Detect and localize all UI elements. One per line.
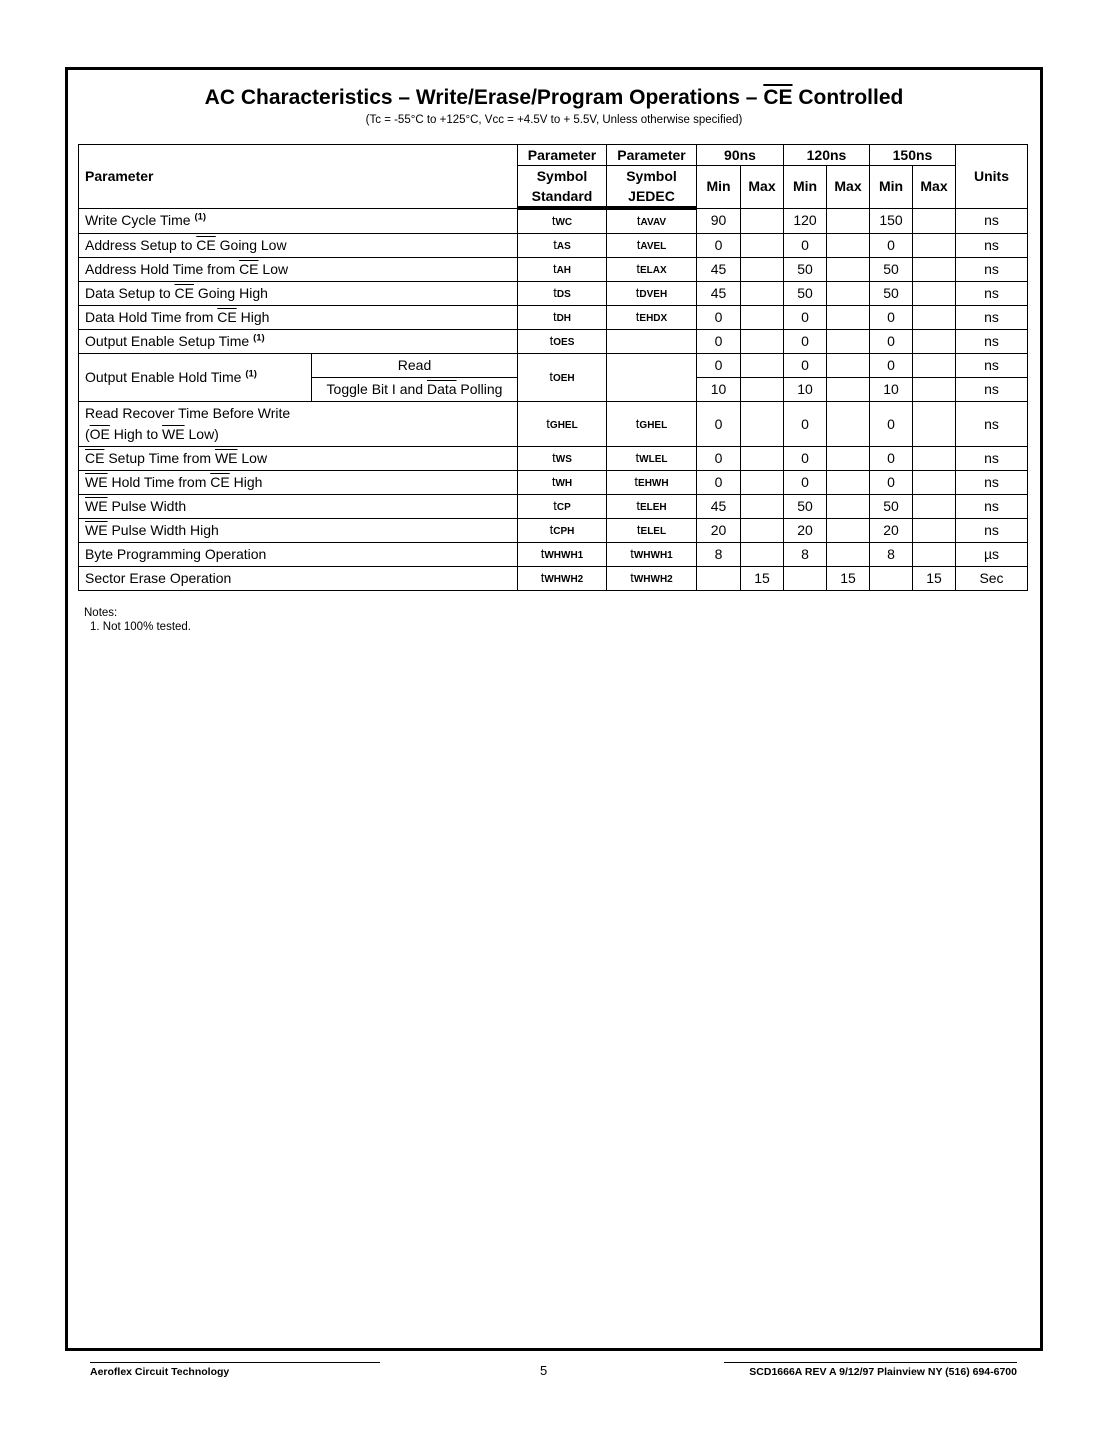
- param-text: Read Recover Time Before Write: [85, 405, 291, 421]
- value-90-max: [741, 402, 784, 447]
- value-150-max: [913, 234, 956, 258]
- value-150-min: 50: [870, 258, 913, 282]
- table-row: [79, 282, 1028, 306]
- signal-overline: $\overline{WE}$: [162, 426, 185, 442]
- value-90-min: 45: [697, 258, 741, 282]
- param-cell: [79, 471, 518, 495]
- units-cell: ns: [956, 282, 1028, 306]
- value-150-min: 0: [870, 330, 913, 354]
- signal-overline: $\overline{WE}$: [85, 498, 108, 514]
- value-120-max: [827, 234, 870, 258]
- value-150-max: [913, 258, 956, 282]
- value-120-min: 8: [784, 543, 827, 567]
- std-symbol: [518, 567, 607, 591]
- value-150-max: [913, 208, 956, 234]
- value-120-max: [827, 282, 870, 306]
- symbol-t: t: [549, 369, 553, 384]
- header-std-1: Parameter: [518, 145, 607, 166]
- symbol-t: t: [551, 474, 556, 489]
- value-120-max: [827, 354, 870, 378]
- symbol-sub: WHWH1: [544, 550, 584, 561]
- param-cell: [79, 543, 518, 567]
- header-jedec-3: JEDEC: [607, 186, 697, 208]
- value-120-max: [827, 330, 870, 354]
- symbol-sub: WC: [555, 217, 573, 228]
- value-120-min: 50: [784, 258, 827, 282]
- signal-overline: $\overline{CE}$: [210, 474, 230, 490]
- param-text: Data Setup to: [85, 285, 175, 301]
- header-150ns: 150ns: [870, 145, 956, 166]
- value-120-min: 0: [784, 234, 827, 258]
- value-90-min: 20: [697, 519, 741, 543]
- value-150-min: 20: [870, 519, 913, 543]
- jedec-symbol: [607, 330, 697, 354]
- signal-overline: Data: [426, 381, 457, 397]
- symbol-sub: ELEL: [640, 526, 667, 537]
- value-90-max: 15: [741, 567, 784, 591]
- std-symbol: [518, 354, 607, 402]
- value-90-min: 8: [697, 543, 741, 567]
- std-symbol: [518, 258, 607, 282]
- std-symbol: [518, 447, 607, 471]
- symbol-t: t: [546, 415, 550, 431]
- header-parameter: Parameter: [79, 145, 518, 209]
- units-cell: ns: [956, 258, 1028, 282]
- header-90ns: 90ns: [697, 145, 784, 166]
- value-120-max: [827, 447, 870, 471]
- value-120-min: 50: [784, 495, 827, 519]
- param-cell: [79, 495, 518, 519]
- units-cell: ns: [956, 378, 1028, 402]
- value-150-min: 50: [870, 282, 913, 306]
- signal-overline: $\overline{WE}$: [85, 522, 108, 538]
- signal-overline: $\overline{CE}$: [85, 450, 105, 466]
- header-jedec-2: Symbol: [607, 166, 697, 187]
- jedec-symbol: [607, 567, 697, 591]
- signal-overline: $\overline{CE}$: [217, 309, 237, 325]
- symbol-t: t: [540, 546, 545, 561]
- param-text: Byte Programming Operation: [85, 546, 267, 562]
- param-text: Pulse Width: [107, 498, 187, 514]
- param-text: (: [85, 426, 90, 442]
- value-150-max: 15: [913, 567, 956, 591]
- table-row: [79, 519, 1028, 543]
- symbol-sub: CPH: [553, 526, 575, 537]
- header-jedec-1: Parameter: [607, 145, 697, 166]
- value-150-max: [913, 306, 956, 330]
- value-150-max: [913, 447, 956, 471]
- value-150-max: [913, 495, 956, 519]
- param-cell: [79, 567, 518, 591]
- symbol-sub: CP: [556, 502, 571, 513]
- symbol-sub: EHDX: [639, 313, 668, 324]
- value-120-min: 120: [784, 208, 827, 234]
- header-units: Units: [956, 145, 1028, 209]
- units-cell: µs: [956, 543, 1028, 567]
- param-cell: [79, 208, 518, 234]
- signal-overline: $\overline{WE}$: [214, 450, 238, 466]
- symbol-t: t: [549, 333, 554, 348]
- footnote-ref: (1): [253, 332, 265, 344]
- std-symbol: [518, 234, 607, 258]
- param-text: Low: [258, 261, 289, 277]
- std-symbol: [518, 543, 607, 567]
- symbol-t: t: [636, 213, 641, 228]
- symbol-t: t: [636, 261, 640, 276]
- symbol-t: t: [636, 237, 641, 252]
- param-cell: [79, 306, 518, 330]
- value-120-max: 15: [827, 567, 870, 591]
- value-90-min: 45: [697, 495, 741, 519]
- header-min: Min: [697, 166, 741, 209]
- param-text: Going High: [193, 285, 268, 301]
- value-150-max: [913, 378, 956, 402]
- table-row: [79, 208, 1028, 234]
- symbol-t: t: [552, 309, 557, 324]
- units-cell: Sec: [956, 567, 1028, 591]
- symbol-sub: ELAX: [639, 265, 667, 276]
- value-150-min: [870, 567, 913, 591]
- value-90-min: 90: [697, 208, 741, 234]
- jedec-symbol: [607, 447, 697, 471]
- symbol-sub: WS: [555, 454, 572, 465]
- value-120-min: 10: [784, 378, 827, 402]
- condition-toggle: [312, 378, 518, 402]
- table-row: [79, 234, 1028, 258]
- param-text: Sector Erase Operation: [85, 570, 232, 586]
- param-text: Low): [184, 426, 219, 442]
- value-120-min: 0: [784, 354, 827, 378]
- symbol-t: t: [552, 261, 557, 276]
- table-row: [79, 567, 1028, 591]
- param-cell: [79, 330, 518, 354]
- value-120-max: [827, 208, 870, 234]
- symbol-sub: ELEH: [639, 502, 667, 513]
- symbol-t: t: [636, 522, 641, 537]
- units-cell: ns: [956, 208, 1028, 234]
- param-text: Address Hold Time from: [85, 261, 240, 277]
- param-text: Going Low: [215, 237, 287, 253]
- ac-characteristics-table: [78, 144, 1028, 591]
- units-cell: ns: [956, 402, 1028, 447]
- title-text: AC Characteristics – Write/Erase/Program Operations –: [204, 86, 764, 109]
- note-item: 1. Not 100% tested.: [90, 621, 192, 633]
- value-90-min: 0: [697, 306, 741, 330]
- value-150-min: 0: [870, 234, 913, 258]
- param-text: Hold Time from: [107, 474, 211, 490]
- value-120-max: [827, 378, 870, 402]
- param-text: Output Enable Hold Time: [85, 369, 246, 385]
- param-cell: [79, 447, 518, 471]
- value-90-max: [741, 306, 784, 330]
- table-row: [79, 330, 1028, 354]
- jedec-symbol: [607, 402, 697, 447]
- jedec-symbol: [607, 543, 697, 567]
- symbol-sub: DH: [556, 313, 572, 324]
- std-symbol: [518, 330, 607, 354]
- jedec-symbol: [607, 471, 697, 495]
- title-suffix: Controlled: [792, 86, 904, 109]
- signal-overline: $\overline{CE}$: [239, 261, 259, 277]
- notes-section: [84, 606, 191, 634]
- value-90-max: [741, 447, 784, 471]
- value-150-max: [913, 519, 956, 543]
- table-row: [79, 471, 1028, 495]
- page-title: [68, 86, 1040, 110]
- units-cell: ns: [956, 471, 1028, 495]
- footnote-ref: (1): [245, 368, 257, 380]
- symbol-t: t: [635, 450, 640, 465]
- value-120-max: [827, 258, 870, 282]
- header-max: Max: [827, 166, 870, 209]
- symbol-sub: WHWH1: [633, 550, 673, 561]
- value-90-min: 0: [697, 330, 741, 354]
- table-row-oeh-read: [79, 354, 1028, 378]
- param-text: High: [229, 474, 263, 490]
- value-90-max: [741, 330, 784, 354]
- footer-company: Aeroflex Circuit Technology: [90, 1362, 380, 1378]
- value-90-max: [741, 378, 784, 402]
- param-text: High to: [109, 426, 163, 442]
- table-row: [79, 447, 1028, 471]
- symbol-t: t: [553, 285, 557, 300]
- condition-read: Read: [312, 354, 518, 378]
- signal-overline: $\overline{CE}$: [174, 285, 194, 301]
- value-150-max: [913, 330, 956, 354]
- title-overline-signal: $\overline{CE}$: [763, 86, 793, 109]
- symbol-sub: WH: [555, 478, 573, 489]
- jedec-symbol: [607, 258, 697, 282]
- table-row: [79, 306, 1028, 330]
- symbol-t: t: [636, 498, 640, 513]
- symbol-sub: WHWH2: [633, 574, 673, 585]
- symbol-t: t: [635, 415, 640, 431]
- symbol-t: t: [634, 474, 639, 489]
- header-120ns: 120ns: [784, 145, 870, 166]
- table-row-ghel: [79, 402, 1028, 447]
- value-150-max: [913, 282, 956, 306]
- value-150-min: 150: [870, 208, 913, 234]
- value-120-max: [827, 402, 870, 447]
- symbol-t: t: [630, 570, 634, 585]
- value-90-min: 45: [697, 282, 741, 306]
- std-symbol: [518, 519, 607, 543]
- value-120-max: [827, 519, 870, 543]
- value-150-min: 0: [870, 471, 913, 495]
- symbol-sub: WHWH2: [544, 574, 584, 585]
- units-cell: ns: [956, 447, 1028, 471]
- std-symbol: [518, 402, 607, 447]
- jedec-symbol: [607, 306, 697, 330]
- jedec-symbol: [607, 354, 697, 402]
- value-120-max: [827, 471, 870, 495]
- symbol-sub: DVEH: [639, 289, 668, 300]
- header-std-2: Symbol: [518, 166, 607, 187]
- param-cell: [79, 234, 518, 258]
- value-150-min: 0: [870, 306, 913, 330]
- jedec-symbol: [607, 495, 697, 519]
- symbol-sub: AS: [556, 241, 571, 252]
- header-min: Min: [784, 166, 827, 209]
- value-90-min: 0: [697, 447, 741, 471]
- std-symbol: [518, 306, 607, 330]
- jedec-symbol: [607, 282, 697, 306]
- condition-text: Toggle Bit I and: [326, 381, 427, 397]
- param-cell: [79, 354, 312, 402]
- value-120-min: 0: [784, 306, 827, 330]
- symbol-t: t: [553, 237, 557, 252]
- value-90-min: [697, 567, 741, 591]
- value-150-max: [913, 354, 956, 378]
- value-150-min: 0: [870, 402, 913, 447]
- footer-doc-info: SCD1666A REV A 9/12/97 Plainview NY (516) 694-6700: [724, 1362, 1017, 1378]
- symbol-sub: AVAV: [640, 217, 667, 228]
- value-120-min: [784, 567, 827, 591]
- header-max: Max: [741, 166, 784, 209]
- symbol-t: t: [635, 309, 640, 324]
- symbol-sub: EHWH: [638, 478, 669, 489]
- std-symbol: [518, 208, 607, 234]
- symbol-sub: AVEL: [640, 241, 667, 252]
- table-row: [79, 543, 1028, 567]
- symbol-sub: WLEL: [639, 454, 668, 465]
- value-120-min: 20: [784, 519, 827, 543]
- header-min: Min: [870, 166, 913, 209]
- condition-text: Polling: [456, 381, 503, 397]
- std-symbol: [518, 471, 607, 495]
- value-120-min: 50: [784, 282, 827, 306]
- header-max: Max: [913, 166, 956, 209]
- value-90-max: [741, 208, 784, 234]
- jedec-symbol: [607, 519, 697, 543]
- value-120-max: [827, 495, 870, 519]
- notes-heading: Notes:: [84, 607, 118, 619]
- symbol-t: t: [630, 546, 634, 561]
- param-cell: [79, 258, 518, 282]
- param-text: Write Cycle Time: [85, 212, 195, 229]
- value-90-max: [741, 471, 784, 495]
- symbol-sub: GHEL: [549, 419, 578, 431]
- value-150-min: 0: [870, 354, 913, 378]
- units-cell: ns: [956, 519, 1028, 543]
- value-150-min: 8: [870, 543, 913, 567]
- jedec-symbol: [607, 234, 697, 258]
- units-cell: ns: [956, 234, 1028, 258]
- param-text: Low: [237, 450, 268, 466]
- symbol-t: t: [635, 285, 640, 300]
- value-150-min: 0: [870, 447, 913, 471]
- table-row: [79, 495, 1028, 519]
- param-text: Address Setup to: [85, 237, 197, 253]
- value-90-min: 0: [697, 402, 741, 447]
- value-120-min: 0: [784, 471, 827, 495]
- value-90-min: 0: [697, 471, 741, 495]
- param-text: Data Hold Time from: [85, 309, 218, 325]
- value-90-max: [741, 519, 784, 543]
- param-text: High: [236, 309, 270, 325]
- value-90-min: 0: [697, 354, 741, 378]
- param-text: Pulse Width High: [107, 522, 219, 538]
- signal-overline: $\overline{WE}$: [85, 474, 108, 490]
- value-90-min: 10: [697, 378, 741, 402]
- symbol-t: t: [549, 522, 554, 537]
- param-text-line2: [85, 424, 511, 445]
- value-90-min: 0: [697, 234, 741, 258]
- units-cell: ns: [956, 330, 1028, 354]
- symbol-sub: OES: [553, 337, 575, 348]
- value-120-min: 0: [784, 402, 827, 447]
- std-symbol: [518, 282, 607, 306]
- units-cell: ns: [956, 495, 1028, 519]
- value-90-max: [741, 234, 784, 258]
- value-120-max: [827, 543, 870, 567]
- value-150-min: 10: [870, 378, 913, 402]
- value-90-max: [741, 495, 784, 519]
- value-150-max: [913, 471, 956, 495]
- symbol-sub: AH: [556, 265, 572, 276]
- param-cell: [79, 519, 518, 543]
- signal-overline: $\overline{CE}$: [196, 237, 216, 253]
- symbol-sub: GHEL: [639, 419, 668, 431]
- symbol-sub: OEH: [552, 373, 575, 384]
- symbol-t: t: [553, 498, 557, 513]
- param-text: Setup Time from: [104, 450, 215, 466]
- value-150-min: 50: [870, 495, 913, 519]
- param-text: Output Enable Setup Time: [85, 333, 254, 349]
- page-frame: [65, 67, 1043, 1351]
- units-cell: ns: [956, 354, 1028, 378]
- symbol-t: t: [551, 213, 556, 228]
- value-90-max: [741, 282, 784, 306]
- conditions-subtitle: (Tc = -55°C to +125°C, Vcc = +4.5V to + 5.5V, Unless otherwise specified): [365, 114, 743, 126]
- value-120-max: [827, 306, 870, 330]
- param-cell: [79, 282, 518, 306]
- symbol-t: t: [540, 570, 545, 585]
- signal-overline: $\overline{OE}$: [89, 426, 110, 442]
- value-150-max: [913, 543, 956, 567]
- value-150-max: [913, 402, 956, 447]
- value-90-max: [741, 543, 784, 567]
- value-90-max: [741, 258, 784, 282]
- footnote-ref: (1): [194, 211, 207, 223]
- jedec-symbol: [607, 208, 697, 234]
- units-cell: ns: [956, 306, 1028, 330]
- value-120-min: 0: [784, 447, 827, 471]
- value-120-min: 0: [784, 330, 827, 354]
- std-symbol: [518, 495, 607, 519]
- footer-page-number: 5: [540, 1363, 548, 1378]
- table-row: [79, 258, 1028, 282]
- header-std-3: Standard: [518, 186, 607, 208]
- value-90-max: [741, 354, 784, 378]
- symbol-t: t: [552, 450, 556, 465]
- symbol-sub: DS: [556, 289, 571, 300]
- param-cell: [79, 402, 518, 447]
